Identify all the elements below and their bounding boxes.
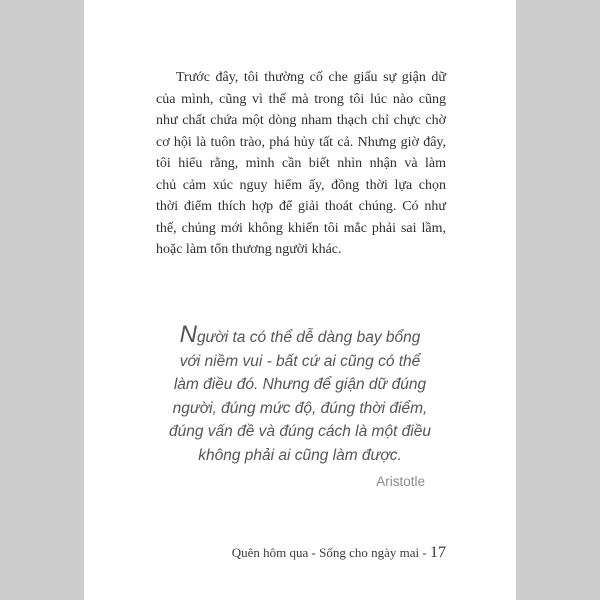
paragraph-line: thế, chúng mới không khiến tôi mắc phải sai lầm, bbox=[156, 220, 446, 236]
quote-block bbox=[145, 321, 455, 489]
body-paragraph bbox=[156, 67, 446, 261]
quote-line: Người ta có thể dễ dàng bay bổng bbox=[179, 321, 421, 348]
paragraph-line: như chất chứa một dòng nham thạch chỉ chực chờ bbox=[156, 113, 446, 128]
paragraph-line: Trước đây, tôi thường cố che giấu sự giận dữ bbox=[176, 70, 446, 85]
quote-text bbox=[145, 321, 455, 467]
quote-attribution: Aristotle bbox=[376, 474, 425, 489]
page-number: 17 bbox=[430, 544, 446, 561]
book-page bbox=[84, 0, 516, 600]
quote-line: người, đúng mức độ, đúng thời điểm, bbox=[172, 399, 428, 417]
paragraph-line: chủ cảm xúc nguy hiểm ấy, đồng thời lựa chọn bbox=[156, 177, 446, 193]
running-title: Quên hôm qua - Sống cho ngày mai bbox=[231, 545, 420, 560]
quote-line: không phải ai cũng làm được. bbox=[198, 446, 402, 464]
paragraph-line: hoặc làm tổn thương người khác. bbox=[156, 242, 342, 257]
paragraph-line: tôi hiểu rằng, mình cần biết nhìn nhận và làm bbox=[156, 156, 446, 171]
footer-separator: - bbox=[419, 545, 430, 560]
paragraph-line: thời điểm thích hợp để giải thoát chúng. Có như bbox=[156, 199, 446, 214]
quote-line: đúng vấn đề và đúng cách là một điều bbox=[169, 423, 431, 440]
page-footer bbox=[232, 544, 446, 562]
paragraph-line: cơ hội là tuôn trào, phá hủy tất cả. Nhưng giờ đây, bbox=[156, 134, 446, 150]
quote-line: làm điều đó. Nhưng để giận dữ đúng bbox=[173, 376, 427, 393]
paragraph-line: của mình, cũng vì thế mà trong tôi lúc nào cũng bbox=[156, 91, 446, 107]
quote-line: với niềm vui - bất cứ ai cũng có thể bbox=[179, 352, 421, 370]
